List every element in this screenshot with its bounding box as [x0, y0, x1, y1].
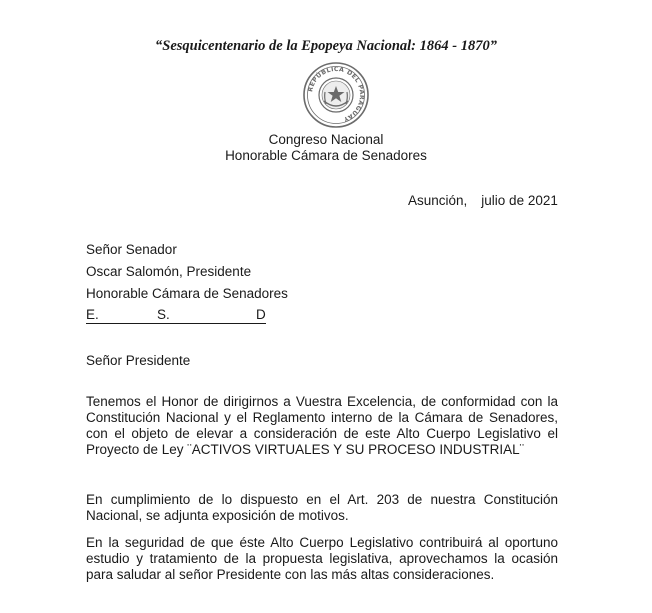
body-paragraph-3: En la seguridad de que éste Alto Cuerpo Legislativo contribuirá al oportuno estudio y tratamiento de la propuesta legislativa, aprovechamos la ocasión para saludar al señor Presidente con las más altas consideraciones.: [86, 535, 558, 582]
motto-heading: “Sesquicentenario de la Epopeya Nacional: 1864 - 1870”: [155, 38, 497, 54]
seal-lettering: REPÚBLICA DEL PARAGUAY: [307, 65, 366, 123]
national-seal-icon: [302, 61, 370, 129]
institution-block: [0, 132, 652, 164]
recipient-name: Oscar Salomón, Presidente: [86, 264, 252, 279]
recipient-title: Señor Senador: [86, 242, 177, 257]
eds-line: [86, 307, 266, 324]
body-paragraph-1: Tenemos el Honor de dirigirnos a Vuestra Excelencia, de conformidad con la Constitución Nacional y el Reglamento interno de la Cámara de Senadores, con el objeto de elevar a consideración de este Alto Cuerpo Legislativo el Proyecto de Ley ¨ACTIVOS VIRTUALES Y SU PROCESO INDUSTRIAL¨: [86, 394, 558, 457]
institution-name: Congreso Nacional: [268, 132, 384, 147]
date-month-year: julio de 2021: [481, 193, 558, 208]
date-line: [408, 193, 558, 208]
eds-d: D: [256, 307, 266, 322]
recipient-institution: Honorable Cámara de Senadores: [86, 286, 288, 301]
eds-e: E.: [86, 307, 99, 322]
chamber-name: Honorable Cámara de Senadores: [225, 148, 427, 163]
eds-s: S.: [157, 307, 170, 322]
date-city: Asunción,: [408, 193, 468, 208]
salutation: Señor Presidente: [86, 353, 191, 368]
body-paragraph-2: En cumplimiento de lo dispuesto en el Art. 203 de nuestra Constitución Nacional, se adjunta exposición de motivos.: [86, 492, 558, 523]
